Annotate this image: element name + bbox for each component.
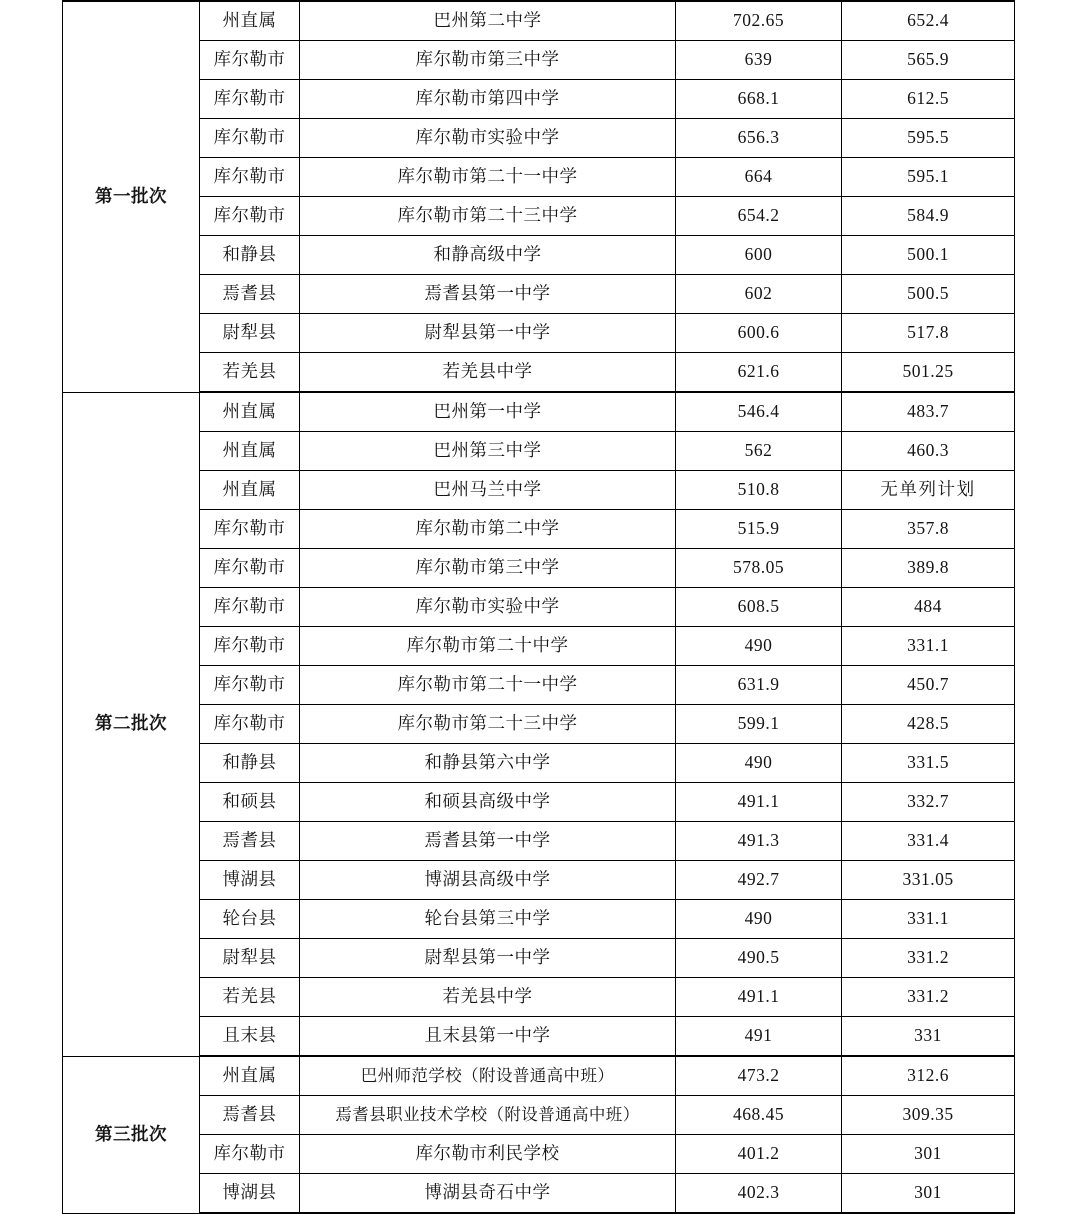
school-name-cell: 焉耆县职业技术学校（附设普通高中班）: [300, 1096, 676, 1135]
table-row: [63, 119, 1015, 158]
school-name-cell: 库尔勒市第二中学: [300, 510, 676, 549]
score-secondary-cell: 301: [842, 1135, 1015, 1174]
score-secondary-cell: 389.8: [842, 549, 1015, 588]
region-cell: 若羌县: [200, 978, 300, 1017]
table-row: [63, 41, 1015, 80]
score-primary-cell: 490.5: [676, 939, 842, 978]
school-name-cell: 轮台县第三中学: [300, 900, 676, 939]
school-name-cell: 巴州第一中学: [300, 392, 676, 432]
school-name-cell: 和静高级中学: [300, 236, 676, 275]
table-row: [63, 392, 1015, 432]
table-row: [63, 1056, 1015, 1096]
score-secondary-cell: 483.7: [842, 392, 1015, 432]
score-secondary-cell: 595.5: [842, 119, 1015, 158]
score-primary-cell: 491: [676, 1017, 842, 1057]
score-primary-cell: 510.8: [676, 471, 842, 510]
region-cell: 州直属: [200, 1, 300, 41]
region-cell: 库尔勒市: [200, 549, 300, 588]
school-name-cell: 库尔勒市实验中学: [300, 588, 676, 627]
table-row: [63, 705, 1015, 744]
table-row: [63, 236, 1015, 275]
school-name-cell: 库尔勒市第三中学: [300, 41, 676, 80]
table-row: [63, 158, 1015, 197]
region-cell: 尉犁县: [200, 939, 300, 978]
table-row: [63, 744, 1015, 783]
region-cell: 轮台县: [200, 900, 300, 939]
score-secondary-cell: 332.7: [842, 783, 1015, 822]
region-cell: 州直属: [200, 1056, 300, 1096]
school-name-cell: 博湖县高级中学: [300, 861, 676, 900]
region-cell: 库尔勒市: [200, 158, 300, 197]
score-primary-cell: 621.6: [676, 353, 842, 393]
table-row: [63, 666, 1015, 705]
region-cell: 博湖县: [200, 861, 300, 900]
region-cell: 库尔勒市: [200, 510, 300, 549]
admission-score-table: [62, 0, 1015, 1214]
score-secondary-cell: 331: [842, 1017, 1015, 1057]
score-secondary-cell: 612.5: [842, 80, 1015, 119]
school-name-cell: 若羌县中学: [300, 978, 676, 1017]
school-name-cell: 巴州第三中学: [300, 432, 676, 471]
score-secondary-cell: 652.4: [842, 1, 1015, 41]
score-secondary-cell: 331.05: [842, 861, 1015, 900]
score-secondary-cell: 331.1: [842, 627, 1015, 666]
table-row: [63, 783, 1015, 822]
table-row: [63, 1135, 1015, 1174]
school-name-cell: 库尔勒市第四中学: [300, 80, 676, 119]
region-cell: 和静县: [200, 744, 300, 783]
school-name-cell: 库尔勒市第二十中学: [300, 627, 676, 666]
score-primary-cell: 490: [676, 744, 842, 783]
table-row: [63, 1174, 1015, 1214]
table-row: [63, 939, 1015, 978]
score-primary-cell: 515.9: [676, 510, 842, 549]
region-cell: 州直属: [200, 471, 300, 510]
school-name-cell: 焉耆县第一中学: [300, 275, 676, 314]
table-row: [63, 549, 1015, 588]
table-row: [63, 80, 1015, 119]
region-cell: 若羌县: [200, 353, 300, 393]
score-primary-cell: 490: [676, 900, 842, 939]
table-row: [63, 588, 1015, 627]
score-secondary-cell: 500.1: [842, 236, 1015, 275]
school-name-cell: 焉耆县第一中学: [300, 822, 676, 861]
table-row: [63, 471, 1015, 510]
school-name-cell: 库尔勒市第三中学: [300, 549, 676, 588]
score-secondary-cell: 331.5: [842, 744, 1015, 783]
school-name-cell: 尉犁县第一中学: [300, 314, 676, 353]
region-cell: 和静县: [200, 236, 300, 275]
table-row: [63, 627, 1015, 666]
score-primary-cell: 639: [676, 41, 842, 80]
school-name-cell: 且末县第一中学: [300, 1017, 676, 1057]
score-secondary-cell: 357.8: [842, 510, 1015, 549]
school-name-cell: 库尔勒市第二十三中学: [300, 197, 676, 236]
region-cell: 库尔勒市: [200, 197, 300, 236]
region-cell: 库尔勒市: [200, 666, 300, 705]
region-cell: 州直属: [200, 392, 300, 432]
score-primary-cell: 492.7: [676, 861, 842, 900]
table-row: [63, 197, 1015, 236]
score-primary-cell: 668.1: [676, 80, 842, 119]
score-primary-cell: 654.2: [676, 197, 842, 236]
score-secondary-cell: 331.1: [842, 900, 1015, 939]
batch-label-cell: 第一批次: [63, 1, 200, 392]
table-row: [63, 432, 1015, 471]
score-primary-cell: 491.1: [676, 978, 842, 1017]
region-cell: 库尔勒市: [200, 119, 300, 158]
school-name-cell: 巴州马兰中学: [300, 471, 676, 510]
score-secondary-cell: 501.25: [842, 353, 1015, 393]
score-primary-cell: 491.1: [676, 783, 842, 822]
score-secondary-cell: 428.5: [842, 705, 1015, 744]
score-secondary-cell: 565.9: [842, 41, 1015, 80]
table-row: [63, 1017, 1015, 1057]
score-primary-cell: 578.05: [676, 549, 842, 588]
score-primary-cell: 631.9: [676, 666, 842, 705]
score-secondary-cell: 309.35: [842, 1096, 1015, 1135]
school-name-cell: 库尔勒市第二十三中学: [300, 705, 676, 744]
region-cell: 焉耆县: [200, 1096, 300, 1135]
region-cell: 和硕县: [200, 783, 300, 822]
region-cell: 库尔勒市: [200, 1135, 300, 1174]
school-name-cell: 库尔勒市实验中学: [300, 119, 676, 158]
score-primary-cell: 600: [676, 236, 842, 275]
table-row: [63, 900, 1015, 939]
score-secondary-cell: 517.8: [842, 314, 1015, 353]
school-name-cell: 巴州第二中学: [300, 1, 676, 41]
score-primary-cell: 664: [676, 158, 842, 197]
score-primary-cell: 600.6: [676, 314, 842, 353]
school-name-cell: 和静县第六中学: [300, 744, 676, 783]
score-primary-cell: 599.1: [676, 705, 842, 744]
score-primary-cell: 401.2: [676, 1135, 842, 1174]
school-name-cell: 尉犁县第一中学: [300, 939, 676, 978]
score-primary-cell: 656.3: [676, 119, 842, 158]
school-name-cell: 库尔勒市第二十一中学: [300, 158, 676, 197]
score-secondary-cell: 331.2: [842, 978, 1015, 1017]
region-cell: 且末县: [200, 1017, 300, 1057]
school-name-cell: 若羌县中学: [300, 353, 676, 393]
score-primary-cell: 468.45: [676, 1096, 842, 1135]
table-row: [63, 314, 1015, 353]
region-cell: 州直属: [200, 432, 300, 471]
score-secondary-cell: 331.4: [842, 822, 1015, 861]
table-row: [63, 1, 1015, 41]
school-name-cell: 库尔勒市利民学校: [300, 1135, 676, 1174]
table-row: [63, 275, 1015, 314]
table-row: [63, 353, 1015, 393]
school-name-cell: 库尔勒市第二十一中学: [300, 666, 676, 705]
score-secondary-note-cell: 无单列计划: [842, 471, 1015, 510]
region-cell: 尉犁县: [200, 314, 300, 353]
region-cell: 焉耆县: [200, 275, 300, 314]
score-secondary-cell: 595.1: [842, 158, 1015, 197]
score-secondary-cell: 312.6: [842, 1056, 1015, 1096]
score-primary-cell: 490: [676, 627, 842, 666]
table-row: [63, 1096, 1015, 1135]
table-row: [63, 822, 1015, 861]
region-cell: 库尔勒市: [200, 627, 300, 666]
region-cell: 库尔勒市: [200, 588, 300, 627]
table-row: [63, 978, 1015, 1017]
score-secondary-cell: 301: [842, 1174, 1015, 1214]
score-primary-cell: 546.4: [676, 392, 842, 432]
region-cell: 库尔勒市: [200, 41, 300, 80]
score-primary-cell: 473.2: [676, 1056, 842, 1096]
score-primary-cell: 702.65: [676, 1, 842, 41]
region-cell: 博湖县: [200, 1174, 300, 1214]
region-cell: 库尔勒市: [200, 705, 300, 744]
school-name-cell: 博湖县奇石中学: [300, 1174, 676, 1214]
score-secondary-cell: 331.2: [842, 939, 1015, 978]
batch-label-cell: 第二批次: [63, 392, 200, 1056]
batch-label-cell: 第三批次: [63, 1056, 200, 1213]
score-secondary-cell: 584.9: [842, 197, 1015, 236]
score-secondary-cell: 450.7: [842, 666, 1015, 705]
score-primary-cell: 602: [676, 275, 842, 314]
school-name-cell: 巴州师范学校（附设普通高中班）: [300, 1056, 676, 1096]
table-row: [63, 510, 1015, 549]
region-cell: 库尔勒市: [200, 80, 300, 119]
table-row: [63, 861, 1015, 900]
score-primary-cell: 402.3: [676, 1174, 842, 1214]
score-secondary-cell: 460.3: [842, 432, 1015, 471]
score-secondary-cell: 500.5: [842, 275, 1015, 314]
region-cell: 焉耆县: [200, 822, 300, 861]
score-secondary-cell: 484: [842, 588, 1015, 627]
school-name-cell: 和硕县高级中学: [300, 783, 676, 822]
score-primary-cell: 608.5: [676, 588, 842, 627]
score-primary-cell: 562: [676, 432, 842, 471]
score-primary-cell: 491.3: [676, 822, 842, 861]
